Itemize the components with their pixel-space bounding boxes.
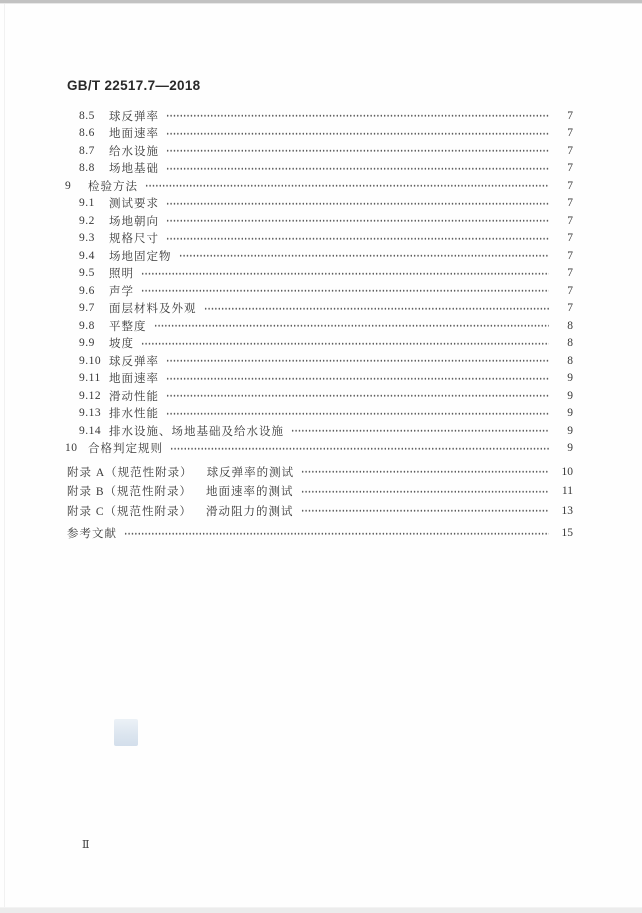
toc-entry (65, 422, 573, 440)
toc-entry-number: 9 (65, 179, 72, 192)
toc-entry-number: 9.7 (79, 302, 95, 315)
dot-leader (166, 212, 549, 230)
dot-leader (166, 195, 549, 213)
toc-entry-title: 检验方法 (88, 180, 138, 193)
toc-entry (65, 440, 573, 458)
toc-entry-page: 7 (567, 144, 573, 157)
toc-entry-number: 10 (65, 442, 78, 455)
toc-entry-page: 9 (567, 372, 573, 385)
toc-entry-page: 9 (567, 407, 573, 420)
dot-leader (166, 370, 549, 388)
toc-entry-page: 7 (567, 249, 573, 262)
toc-entry (65, 462, 573, 482)
toc-entry (65, 317, 573, 335)
toc-entry-page: 7 (567, 232, 573, 245)
toc-entry-number: 9.9 (79, 337, 95, 350)
toc-entry (65, 160, 573, 178)
toc-entry-number: 9.6 (79, 284, 95, 297)
toc-entry (65, 387, 573, 405)
dot-leader (166, 387, 549, 405)
toc-entry (65, 177, 573, 195)
toc-entry (65, 282, 573, 300)
toc-entry-page: 9 (567, 424, 573, 437)
toc-entry-title: 地面速率的测试 (206, 486, 294, 499)
dot-leader (166, 125, 549, 143)
toc-entry-number: 9.12 (79, 389, 102, 402)
dot-leader (166, 142, 549, 160)
dot-leader (166, 230, 549, 248)
dot-leader (301, 482, 549, 502)
toc-entry-title: 滑动阻力的测试 (206, 505, 294, 518)
toc-entry-title: 地面速率 (109, 128, 159, 141)
toc-entry-page: 7 (567, 179, 573, 192)
toc-entry-number: 9.14 (79, 424, 102, 437)
toc-entry-number: 9.3 (79, 232, 95, 245)
dot-leader (154, 317, 550, 335)
toc-entry-page: 9 (567, 389, 573, 402)
toc-entry-number: 9.8 (79, 319, 95, 332)
toc-entry-page: 11 (561, 485, 573, 498)
toc-entry-number: 9.10 (79, 354, 102, 367)
toc-entry-title: 平整度 (109, 320, 147, 333)
toc-entry-page: 8 (567, 354, 573, 367)
scan-top-edge (0, 0, 642, 4)
scan-left-edge (4, 4, 5, 907)
toc-entry-title: 参考文献 (67, 528, 117, 541)
dot-leader (141, 282, 549, 300)
toc-entry-number: 9.4 (79, 249, 95, 262)
toc-entry (65, 195, 573, 213)
toc-entry-title: 测试要求 (109, 198, 159, 211)
toc-entry (65, 265, 573, 283)
toc-entry-title: 滑动性能 (109, 390, 159, 403)
toc-entry-title: 球反弹率 (109, 355, 159, 368)
toc-entry-number: 附录 A（规范性附录） (67, 466, 193, 479)
dot-leader (141, 265, 549, 283)
toc-entry (65, 370, 573, 388)
toc-entry-page: 7 (567, 302, 573, 315)
dot-leader (141, 335, 549, 353)
toc-entry-title: 场地基础 (109, 163, 159, 176)
dot-leader (291, 422, 549, 440)
scan-bottom-edge (0, 907, 642, 913)
toc-entry-number: 附录 B（规范性附录） (67, 486, 193, 499)
toc-entry-number: 9.5 (79, 267, 95, 280)
toc-entry-number: 8.7 (79, 144, 95, 157)
toc-entry (65, 247, 573, 265)
toc-entry (65, 230, 573, 248)
toc-entry (65, 107, 573, 125)
toc-entry-page: 7 (567, 109, 573, 122)
toc-entry-title: 照明 (109, 268, 134, 281)
toc-entry-page: 8 (567, 319, 573, 332)
toc-entry-number: 8.6 (79, 127, 95, 140)
page-number: Ⅱ (82, 839, 90, 851)
toc-entry-title: 球反弹率 (109, 110, 159, 123)
toc-entry-title: 面层材料及外观 (109, 303, 197, 316)
toc-entry-page: 9 (567, 442, 573, 455)
watermark-smudge (114, 719, 138, 746)
toc-entry-page: 7 (567, 214, 573, 227)
toc-entry (65, 335, 573, 353)
toc-entry-page: 7 (567, 197, 573, 210)
toc-entry (65, 352, 573, 370)
table-of-contents (65, 107, 573, 543)
toc-entry-title: 场地朝向 (109, 215, 159, 228)
standard-number-heading: GB/T 22517.7—2018 (67, 78, 201, 93)
toc-entry-number: 8.8 (79, 162, 95, 175)
dot-leader (170, 440, 549, 458)
toc-entry-number: 附录 C（规范性附录） (67, 505, 193, 518)
toc-entry (65, 405, 573, 423)
toc-entry-page: 10 (561, 465, 573, 478)
toc-entry-number: 9.11 (79, 372, 101, 385)
toc-entry (65, 501, 573, 521)
toc-entry-title: 声学 (109, 285, 134, 298)
toc-entry-number: 9.1 (79, 197, 95, 210)
dot-leader (124, 524, 549, 544)
toc-entry-number: 9.13 (79, 407, 102, 420)
toc-entry-title: 球反弹率的测试 (206, 466, 295, 479)
toc-entry-title: 合格判定规则 (88, 443, 163, 456)
toc-entry-page: 7 (567, 162, 573, 175)
toc-entry-page: 15 (561, 527, 573, 540)
toc-entry (65, 212, 573, 230)
toc-entry-number: 8.5 (79, 109, 95, 122)
toc-entry-title: 排水设施、场地基础及给水设施 (109, 425, 284, 438)
dot-leader (204, 300, 550, 318)
toc-entry-number: 9.2 (79, 214, 95, 227)
toc-entry-title: 地面速率 (109, 373, 159, 386)
toc-entry-page: 7 (567, 284, 573, 297)
toc-entry (65, 300, 573, 318)
toc-entry (65, 125, 573, 143)
dot-leader (301, 462, 549, 482)
dot-leader (166, 107, 549, 125)
toc-entry-page: 7 (567, 267, 573, 280)
dot-leader (166, 352, 549, 370)
dot-leader (166, 160, 549, 178)
toc-entry-title: 规格尺寸 (109, 233, 159, 246)
toc-entry (65, 142, 573, 160)
dot-leader (166, 405, 549, 423)
toc-entry-title: 给水设施 (109, 145, 159, 158)
toc-entry (65, 524, 573, 544)
toc-entry-title: 坡度 (109, 338, 134, 351)
toc-entry-title: 场地固定物 (109, 250, 172, 263)
toc-entry-page: 13 (561, 504, 573, 517)
toc-entry (65, 482, 573, 502)
toc-entry-title: 排水性能 (109, 408, 159, 421)
toc-entry-page: 7 (567, 127, 573, 140)
dot-leader (179, 247, 550, 265)
dot-leader (301, 501, 549, 521)
dot-leader (145, 177, 549, 195)
toc-entry-page: 8 (567, 337, 573, 350)
